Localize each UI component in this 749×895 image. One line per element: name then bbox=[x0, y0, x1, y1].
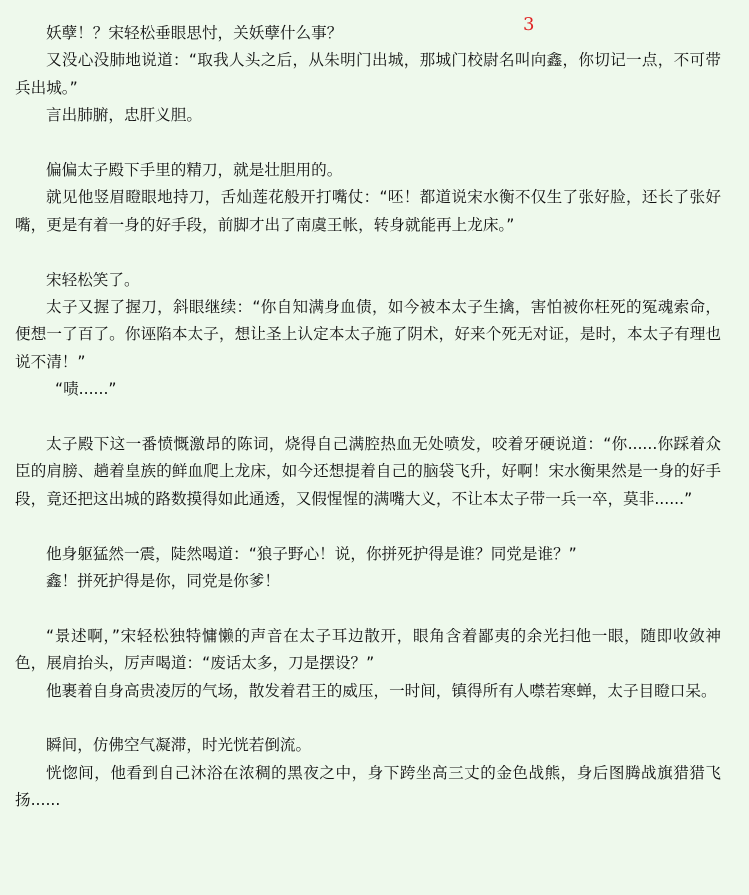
blank-line bbox=[15, 130, 721, 157]
blank-line bbox=[15, 705, 721, 732]
paragraph: 言出肺腑，忠肝义胆。 bbox=[46, 106, 202, 125]
text-body bbox=[15, 20, 721, 815]
blank-line bbox=[15, 404, 721, 431]
paragraph: 太子殿下这一番愤慨激昂的陈词，烧得自己满腔热血无处喷发，咬着牙硬说道：“你......你踩着众臣的肩膀、趟着皇族的鲜血爬上龙床，如今还想提着自己的脑袋飞升，好啊！宋水衡果然是一身的好手段，竟还把这出城的路数摸得如此通透，又假惺惺的满嘴大义，不让本太子带一兵一卒，莫非......” bbox=[15, 435, 721, 508]
paragraph: 太子又握了握刀，斜眼继续：“你自知满身血债，如今被本太子生擒，害怕被你枉死的冤魂索命，便想一了百了。你诬陷本太子，想让圣上认定本太子施了阴术，好来个死无对证，是时，本太子有理也说不清！” bbox=[15, 298, 721, 371]
paragraph: 就见他竖眉瞪眼地持刀，舌灿莲花般开打嘴仗：“呸！都道说宋水衡不仅生了张好脸，还长了张好嘴，更是有着一身的好手段，前脚才出了南虞王帐，转身就能再上龙床。” bbox=[15, 188, 721, 234]
paragraph: 他裹着自身高贵凌厉的气场，散发着君王的威压，一时间，镇得所有人噤若寒蝉，太子目瞪口呆。 bbox=[46, 681, 717, 700]
paragraph: 恍惚间，他看到自己沐浴在浓稠的黑夜之中，身下跨坐高三丈的金色战熊，身后图腾战旗猎猎飞扬...... bbox=[15, 763, 721, 810]
page-number: 3 bbox=[523, 14, 535, 35]
paragraph: 鑫！拼死护得是你，同党是你爹！ bbox=[46, 572, 280, 591]
paragraph: 妖孽！？宋轻松垂眼思忖，关妖孽什么事？ bbox=[46, 24, 343, 42]
paragraph: “啧......” bbox=[55, 380, 117, 399]
paragraph: 他身躯猛然一震，陡然喝道：“狼子野心！说，你拼死护得是谁？同党是谁？” bbox=[46, 544, 577, 563]
paragraph: 又没心没肺地说道：“取我人头之后，从朱明门出城，那城门校尉名叫向鑫，你切记一点，不可带兵出城。” bbox=[15, 51, 721, 97]
blank-line bbox=[15, 595, 721, 622]
blank-line bbox=[15, 513, 721, 540]
paragraph: 瞬间，仿佛空气凝滞，时光恍若倒流。 bbox=[46, 736, 312, 755]
paragraph: 宋轻松笑了。 bbox=[46, 270, 140, 289]
paragraph: 偏偏太子殿下手里的精刀，就是壮胆用的。 bbox=[46, 161, 343, 180]
blank-line bbox=[15, 239, 721, 266]
paragraph: “景述啊，”宋轻松独特慵懒的声音在太子耳边散开，眼角含着鄙夷的余光扫他一眼，随即收敛神色，展肩抬头，厉声喝道：“废话太多，刀是摆设？” bbox=[15, 626, 721, 673]
